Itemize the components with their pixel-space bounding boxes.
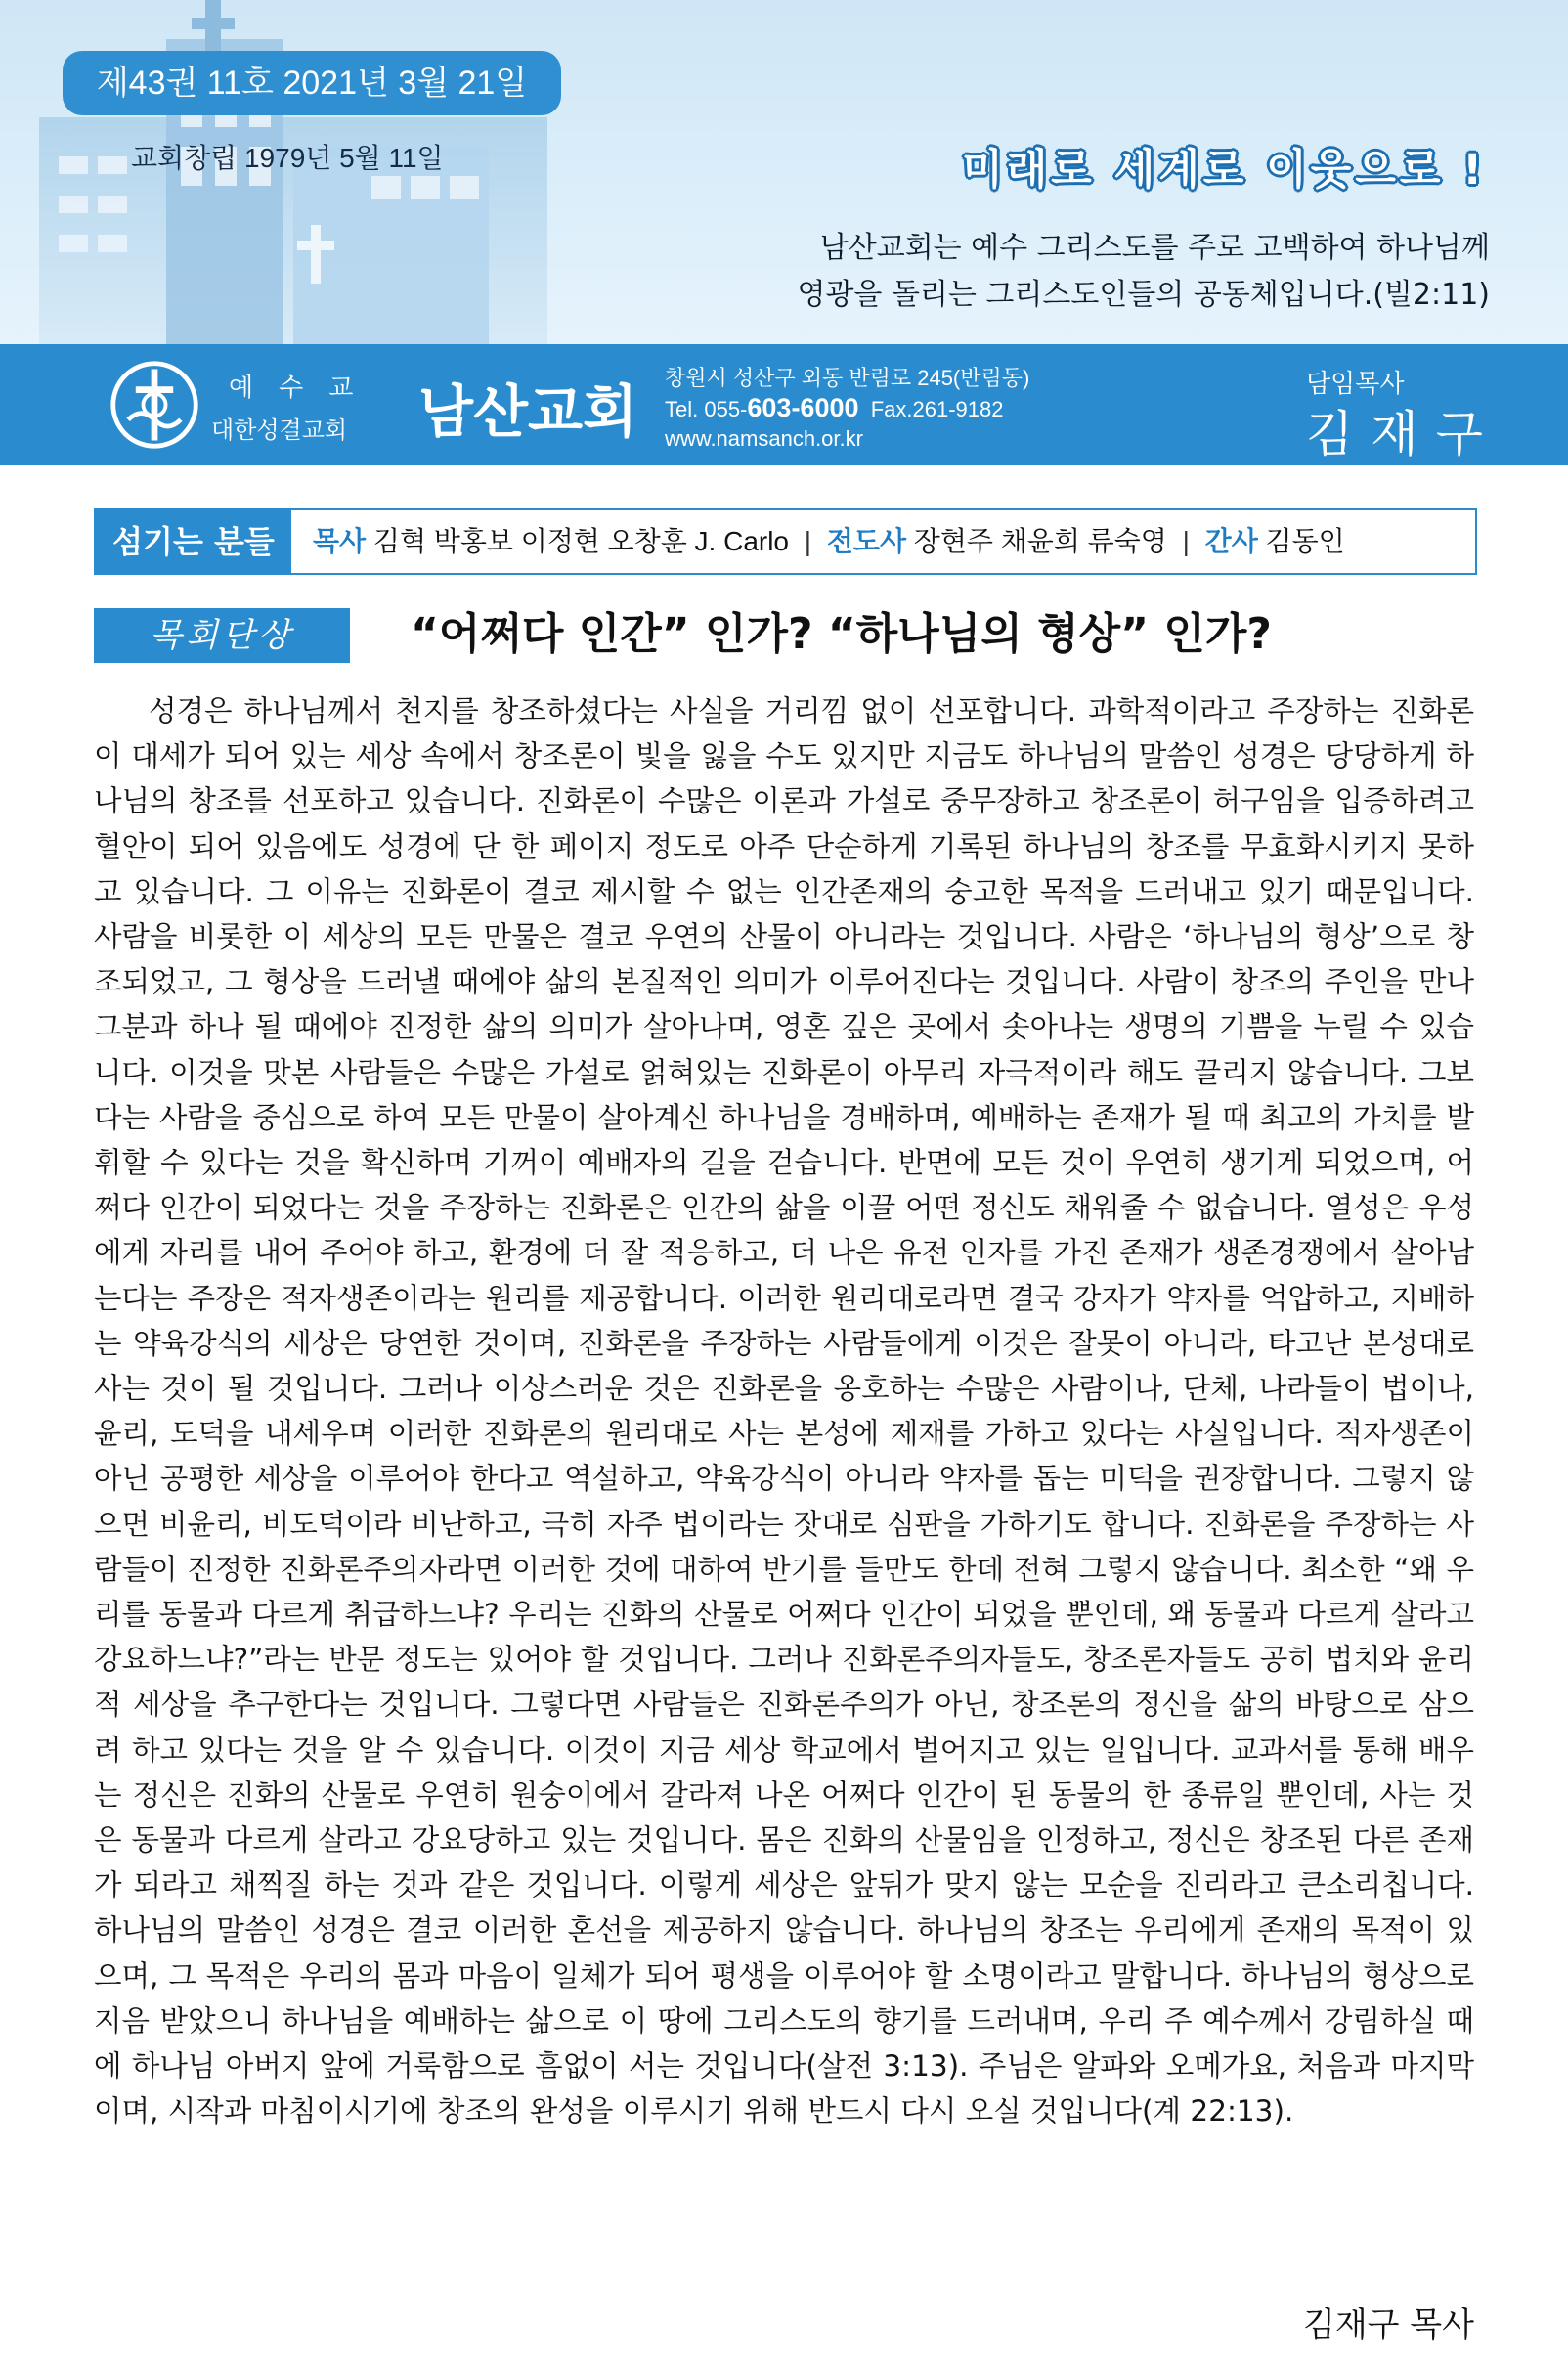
website-link[interactable]: www.namsanch.or.kr — [665, 426, 863, 451]
phone-fax-line — [665, 393, 1029, 424]
fax-number: Fax.261-9182 — [870, 397, 1004, 421]
tel-number: 603-6000 — [747, 393, 859, 422]
mission-line-2: 영광을 돌리는 그리스도인들의 공동체입니다.(빌2:11) — [797, 278, 1490, 312]
senior-pastor-label: 담임목사 — [1306, 370, 1405, 399]
column-badge: 목회단상 — [94, 608, 350, 663]
issue-date-badge: 제43권 11호 2021년 3월 21일 — [63, 51, 561, 115]
staff-role-evangelists: 전도사 — [826, 526, 907, 556]
article-title: “어쩌다 인간” 인가? “하나님의 형상” 인가? — [411, 609, 1272, 659]
staff-role-pastors: 목사 — [313, 526, 367, 556]
tel-prefix: Tel. 055- — [665, 397, 748, 421]
masthead — [0, 0, 1568, 344]
mission-statement — [0, 225, 1490, 319]
staff-names-evangelists: 장현주 채윤희 류숙영 — [913, 526, 1167, 556]
church-slogan: 미래로 세계로 이웃으로 ! — [962, 146, 1486, 195]
staff-names-secretary: 김동인 — [1265, 526, 1345, 556]
church-name: 남산교회 — [418, 378, 638, 445]
staff-label: 섬기는 분들 — [96, 510, 291, 573]
founding-date: 교회창립 1979년 5월 11일 — [131, 143, 444, 173]
church-info-band — [0, 344, 1568, 465]
address: 창원시 성산구 외동 반림로 245(반림동) — [665, 366, 1030, 390]
staff-separator: | — [804, 526, 812, 556]
denomination-line-1: 예수교 — [229, 374, 379, 403]
mission-line-1: 남산교회는 예수 그리스도를 주로 고백하여 하나님께 — [819, 231, 1490, 265]
staff-separator: | — [1182, 526, 1190, 556]
staff-list — [313, 510, 1345, 573]
denomination-logo-icon — [108, 358, 201, 452]
article-author: 김재구 목사 — [1302, 2306, 1474, 2345]
staff-names-pastors: 김혁 박홍보 이정현 오창훈 J. Carlo — [372, 526, 790, 556]
staff-bar — [94, 508, 1477, 575]
senior-pastor-name: 김재구 — [1306, 406, 1501, 462]
contact-block — [665, 364, 1029, 454]
article-body: 성경은 하나님께서 천지를 창조하셨다는 사실을 거리낌 없이 선포합니다. 과학적이라고 주장하는 진화론이 대세가 되어 있는 세상 속에서 창조론이 빛을 잃을 수도 있지만 지금도 하나님의 말씀인 성경은 당당하게 하나님의 창조를 선포하고 있습니다. 진화론이 수많은 이론과 가설로 중무장하고 창조론이 허구임을 입증하려고 혈안이 되어 있음에도 성경에 단 한 페이지 정도로 아주 단순하게 기록된 하나님의 창조를 무효화시키지 못하고 있습니다. 그 이유는 진화론이 결코 제시할 수 없는 인간존재의 숭고한 목적을 드러내고 있기 때문입니다. 사람을 비롯한 이 세상의 모든 만물은 결코 우연의 산물이 아니라는 것입니다. 사람은 ‘하나님의 형상’으로 창조되었고, 그 형상을 드러낼 때에야 삶의 본질적인 의미가 이루어진다는 것입니다. 사람이 창조의 주인을 만나 그분과 하나 될 때에야 진정한 삶의 의미가 살아나며, 영혼 깊은 곳에서 솟아나는 생명의 기쁨을 누릴 수 있습니다. 이것을 맛본 사람들은 수많은 가설로 얽혀있는 진화론이 아무리 자극적이라 해도 끌리지 않습니다. 그보다는 사람을 중심으로 하여 모든 만물이 살아계신 하나님을 경배하며, 예배하는 존재가 될 때 최고의 가치를 발휘할 수 있다는 것을 확신하며 기꺼이 예배자의 길을 걷습니다. 반면에 모든 것이 우연히 생기게 되었으며, 어쩌다 인간이 되었다는 것을 주장하는 진화론은 인간의 삶을 이끌 어떤 정신도 채워줄 수 없습니다. 열성은 우성에게 자리를 내어 주어야 하고, 환경에 더 잘 적응하고, 더 나은 유전 인자를 가진 존재가 생존경쟁에서 살아남는다는 주장은 적자생존이라는 원리를 제공합니다. 이러한 원리대로라면 결국 강자가 약자를 억압하고, 지배하는 약육강식의 세상은 당연한 것이며, 진화론을 주장하는 사람들에게 이것은 잘못이 아니라, 타고난 본성대로 사는 것이 될 것입니다. 그러나 이상스러운 것은 진화론을 옹호하는 수많은 사람이나, 단체, 나라들이 법이나, 윤리, 도덕을 내세우며 이러한 진화론의 원리대로 사는 본성에 제재를 가하고 있다는 사실입니다. 적자생존이 아닌 공평한 세상을 이루어야 한다고 역설하고, 약육강식이 아니라 약자를 돕는 미덕을 권장합니다. 그렇지 않으면 비윤리, 비도덕이라 비난하고, 극히 자주 법이라는 잣대로 심판을 가하기도 합니다. 진화론을 주장하는 사람들이 진정한 진화론주의자라면 이러한 것에 대하여 반기를 들만도 한데 전혀 그렇지 않습니다. 최소한 “왜 우리를 동물과 다르게 취급하느냐? 우리는 진화의 산물로 어쩌다 인간이 되었을 뿐인데, 왜 동물과 다르게 살라고 강요하느냐?”라는 반문 정도는 있어야 할 것입니다. 그러나 진화론주의자들도, 창조론자들도 공히 법치와 윤리적 세상을 추구한다는 것입니다. 그렇다면 사람들은 진화론주의가 아닌, 창조론의 정신을 삶의 바탕으로 삼으려 하고 있다는 것을 알 수 있습니다. 이것이 지금 세상 학교에서 벌어지고 있는 일입니다. 교과서를 통해 배우는 정신은 진화의 산물로 우연히 원숭이에서 갈라져 나온 어쩌다 인간이 된 동물의 한 종류일 뿐인데, 사는 것은 동물과 다르게 살라고 강요당하고 있는 것입니다. 몸은 진화의 산물임을 인정하고, 정신은 창조된 다른 존재가 되라고 채찍질 하는 것과 같은 것입니다. 이렇게 세상은 앞뒤가 맞지 않는 모순을 진리라고 큰소리칩니다. 하나님의 말씀인 성경은 결코 이러한 혼선을 제공하지 않습니다. 하나님의 창조는 우리에게 존재의 목적이 있으며, 그 목적은 우리의 몸과 마음이 일체가 되어 평생을 이루어야 할 소명이라고 말합니다. 하나님의 형상으로 지음 받았으니 하나님을 예배하는 삶으로 이 땅에 그리스도의 향기를 드러내며, 우리 주 예수께서 강림하실 때에 하나님 아버지 앞에 거룩함으로 흠없이 서는 것입니다(살전 3:13). 주님은 알파와 오메가요, 처음과 마지막이며, 시작과 마침이시기에 창조의 완성을 이루시기 위해 반드시 다시 오실 것입니다(계 22:13). — [94, 694, 1474, 2129]
denomination-line-2: 대한성결교회 — [211, 417, 348, 444]
staff-role-secretary: 간사 — [1204, 526, 1258, 556]
